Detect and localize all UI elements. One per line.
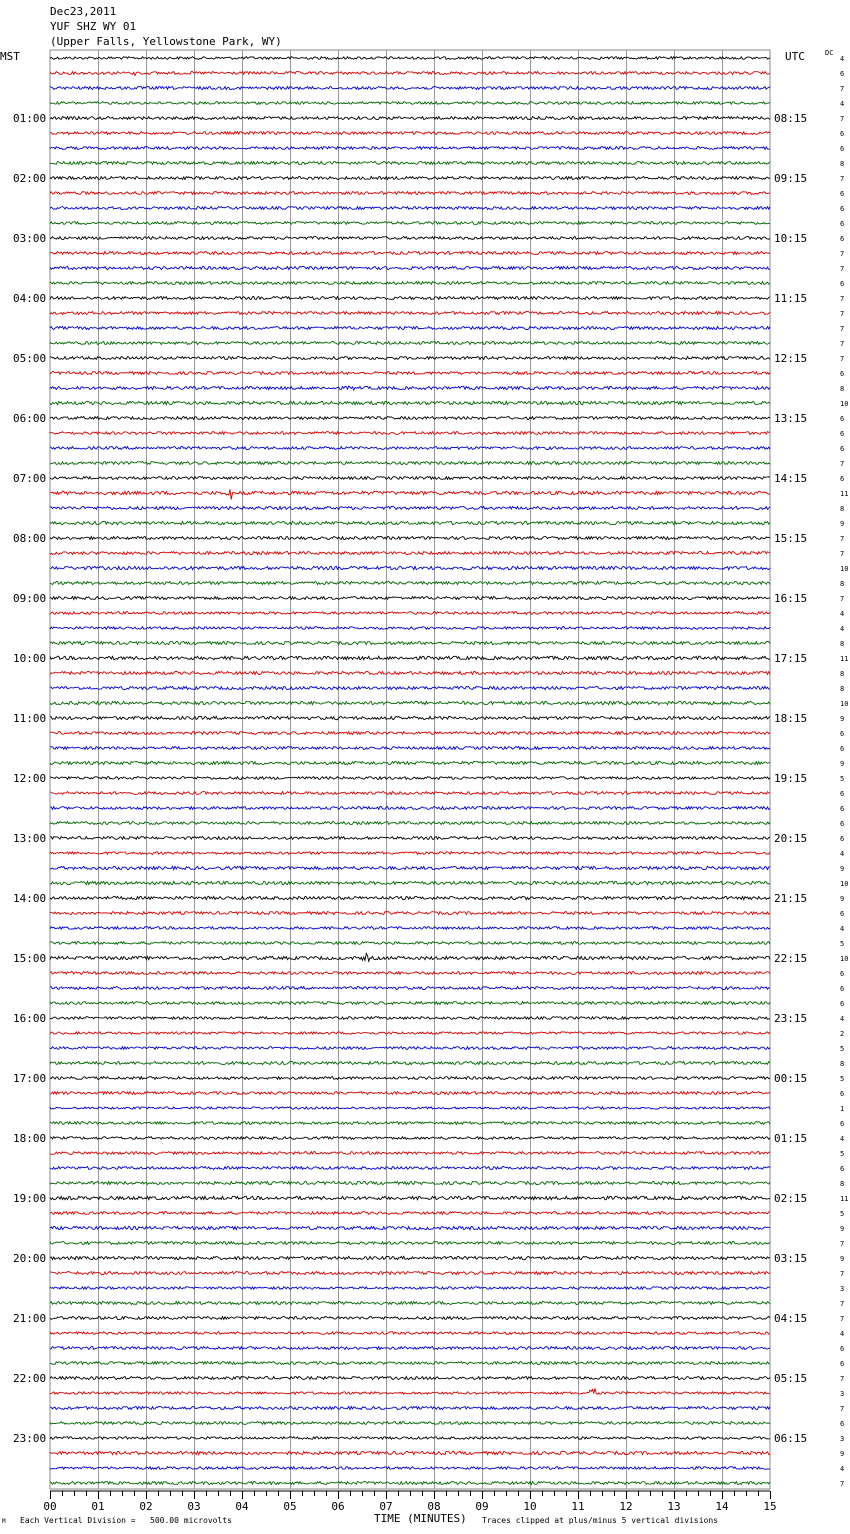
left-hour-label: 13:00 (13, 832, 47, 845)
dc-offset-label: 7 (840, 1480, 845, 1488)
dc-offset-label: 9 (840, 520, 845, 528)
dc-offset-label: 6 (840, 1090, 845, 1098)
dc-offset-label: 5 (840, 1150, 845, 1158)
trace-0 (50, 57, 770, 60)
trace-42 (50, 686, 770, 689)
right-hour-label: 18:15 (774, 712, 808, 725)
dc-offset-label: 6 (840, 235, 845, 243)
x-axis-title: TIME (MINUTES) (374, 1512, 467, 1525)
dc-offset-label: 5 (840, 1075, 845, 1083)
dc-offset-label: 4 (840, 850, 845, 858)
trace-87 (50, 1362, 770, 1365)
right-hour-label: 14:15 (774, 472, 808, 485)
left-hour-label: 23:00 (13, 1432, 47, 1445)
left-hour-label: 03:00 (13, 232, 47, 245)
trace-79 (50, 1242, 770, 1245)
dc-offset-label: 6 (840, 280, 845, 288)
right-hour-label: 16:15 (774, 592, 808, 605)
trace-57 (50, 912, 770, 915)
right-hour-label: 20:15 (774, 832, 808, 845)
header-station: YUF SHZ WY 01 (50, 20, 137, 33)
dc-offset-label: 7 (840, 1240, 845, 1248)
right-hour-label: 06:15 (774, 1432, 808, 1445)
dc-offset-label: 7 (840, 175, 845, 183)
trace-92 (50, 1437, 770, 1440)
trace-38 (50, 627, 770, 630)
dc-offset-label: 3 (840, 1435, 845, 1443)
dc-offset-label: 6 (840, 805, 845, 813)
dc-offset-label: 5 (840, 1210, 845, 1218)
trace-52 (50, 837, 770, 840)
trace-88 (50, 1376, 770, 1379)
dc-offset-label: 9 (840, 1225, 845, 1233)
x-tick-label: 11 (571, 1500, 585, 1513)
right-hour-label: 12:15 (774, 352, 808, 365)
trace-4 (50, 116, 770, 119)
dc-offset-label: 11 (840, 1195, 849, 1203)
trace-7 (50, 161, 770, 164)
dc-offset-label: 6 (840, 985, 845, 993)
trace-46 (50, 747, 770, 750)
dc-offset-label: 7 (840, 340, 845, 348)
trace-14 (50, 266, 770, 269)
dc-offset-label: 10 (840, 400, 849, 408)
dc-offset-label: 9 (840, 715, 845, 723)
trace-89 (50, 1389, 770, 1395)
dc-offset-label: 9 (840, 760, 845, 768)
left-hour-label: 12:00 (13, 772, 47, 785)
right-hour-label: 03:15 (774, 1252, 808, 1265)
dc-offset-label: 6 (840, 1420, 845, 1428)
trace-17 (50, 311, 770, 314)
trace-86 (50, 1347, 770, 1350)
trace-63 (50, 1002, 770, 1005)
left-hour-label: 06:00 (13, 412, 47, 425)
left-hour-label: 08:00 (13, 532, 47, 545)
dc-offset-label: 8 (840, 1060, 845, 1068)
dc-offset-label: 4 (840, 1015, 845, 1023)
x-tick-label: 06 (331, 1500, 345, 1513)
trace-68 (50, 1077, 770, 1080)
trace-26 (50, 447, 770, 450)
dc-offset-label: 4 (840, 100, 845, 108)
trace-1 (50, 72, 770, 76)
dc-offset-label: 6 (840, 415, 845, 423)
trace-13 (50, 251, 770, 254)
dc-offset-label: 6 (840, 1345, 845, 1353)
dc-offset-label: 6 (840, 910, 845, 918)
trace-25 (50, 432, 770, 435)
dc-offset-label: 7 (840, 310, 845, 318)
dc-offset-label: 8 (840, 685, 845, 693)
x-tick-label: 01 (91, 1500, 105, 1513)
dc-offset-label: 6 (840, 205, 845, 213)
trace-6 (50, 147, 770, 150)
trace-65 (50, 1032, 770, 1034)
x-tick-label: 15 (763, 1500, 777, 1513)
dc-offset-label: 7 (840, 250, 845, 258)
dc-offset-label: 8 (840, 670, 845, 678)
trace-37 (50, 612, 770, 615)
dc-offset-label: 7 (840, 1315, 845, 1323)
right-hour-label: 22:15 (774, 952, 808, 965)
dc-offset-label: 7 (840, 325, 845, 333)
dc-offset-label: 7 (840, 1270, 845, 1278)
trace-84 (50, 1316, 770, 1319)
dc-offset-label: 1 (840, 1105, 845, 1113)
trace-50 (50, 807, 770, 810)
right-hour-label: 11:15 (774, 292, 808, 305)
left-hour-label: 01:00 (13, 112, 47, 125)
dc-offset-label: 7 (840, 1375, 845, 1383)
trace-30 (50, 506, 770, 509)
trace-82 (50, 1287, 770, 1290)
trace-90 (50, 1406, 770, 1409)
left-timezone-label: MST (0, 50, 20, 63)
trace-74 (50, 1167, 770, 1170)
trace-64 (50, 1017, 770, 1020)
header-location: (Upper Falls, Yellowstone Park, WY) (50, 35, 282, 48)
trace-60 (50, 953, 770, 961)
dc-offset-label: 7 (840, 460, 845, 468)
dc-offset-label: 4 (840, 925, 845, 933)
right-hour-label: 10:15 (774, 232, 808, 245)
dc-offset-label: 8 (840, 1180, 845, 1188)
left-hour-label: 14:00 (13, 892, 47, 905)
trace-95 (50, 1481, 770, 1484)
dc-offset-label: 4 (840, 1465, 845, 1473)
right-hour-label: 09:15 (774, 172, 808, 185)
left-hour-label: 16:00 (13, 1012, 47, 1025)
dc-offset-label: 8 (840, 505, 845, 513)
trace-54 (50, 866, 770, 869)
dc-offset-label: 9 (840, 1255, 845, 1263)
dc-offset-label: 4 (840, 55, 845, 63)
dc-offset-label: 8 (840, 580, 845, 588)
x-tick-label: 07 (379, 1500, 393, 1513)
trace-41 (50, 671, 770, 674)
trace-45 (50, 732, 770, 735)
dc-offset-label: 7 (840, 595, 845, 603)
left-hour-label: 15:00 (13, 952, 47, 965)
dc-offset-label: 11 (840, 490, 849, 498)
dc-offset-label: 9 (840, 1450, 845, 1458)
dc-offset-label: 6 (840, 430, 845, 438)
dc-offset-label: 6 (840, 70, 845, 78)
trace-93 (50, 1451, 770, 1454)
trace-43 (50, 701, 770, 704)
trace-21 (50, 372, 770, 375)
trace-24 (50, 417, 770, 420)
dc-offset-label: 6 (840, 820, 845, 828)
dc-offset-label: 10 (840, 700, 849, 708)
trace-15 (50, 282, 770, 285)
right-hour-label: 01:15 (774, 1132, 808, 1145)
left-hour-label: 05:00 (13, 352, 47, 365)
right-hour-label: 23:15 (774, 1012, 808, 1025)
dc-offset-label: 9 (840, 895, 845, 903)
trace-80 (50, 1256, 770, 1259)
trace-72 (50, 1137, 770, 1140)
trace-18 (50, 326, 770, 329)
right-hour-label: 21:15 (774, 892, 808, 905)
trace-22 (50, 386, 770, 390)
left-hour-label: 10:00 (13, 652, 47, 665)
trace-85 (50, 1332, 770, 1335)
trace-66 (50, 1047, 770, 1050)
dc-offset-label: 10 (840, 880, 849, 888)
left-hour-label: 21:00 (13, 1312, 47, 1325)
trace-73 (50, 1152, 770, 1155)
right-timezone-label: UTC (785, 50, 805, 63)
dc-offset-label: 4 (840, 1330, 845, 1338)
trace-3 (50, 102, 770, 105)
dc-offset-label: 4 (840, 625, 845, 633)
left-hour-label: 17:00 (13, 1072, 47, 1085)
trace-12 (50, 237, 770, 240)
trace-40 (50, 656, 770, 660)
left-hour-label: 19:00 (13, 1192, 47, 1205)
trace-53 (50, 852, 770, 855)
trace-9 (50, 192, 770, 195)
left-hour-label: 20:00 (13, 1252, 47, 1265)
trace-11 (50, 222, 770, 225)
right-hour-label: 05:15 (774, 1372, 808, 1385)
x-tick-label: 04 (235, 1500, 249, 1513)
clip-note: Traces clipped at plus/minus 5 vertical divisions (482, 1516, 719, 1525)
right-hour-label: 19:15 (774, 772, 808, 785)
left-hour-label: 04:00 (13, 292, 47, 305)
trace-62 (50, 987, 770, 990)
trace-51 (50, 822, 770, 825)
trace-91 (50, 1422, 770, 1425)
dc-offset-label: 6 (840, 130, 845, 138)
dc-offset-label: 7 (840, 535, 845, 543)
x-tick-label: 00 (43, 1500, 57, 1513)
trace-16 (50, 296, 770, 299)
dc-offset-label: 6 (840, 1120, 845, 1128)
trace-69 (50, 1092, 770, 1095)
dc-offset-label: 3 (840, 1285, 845, 1293)
right-hour-label: 15:15 (774, 532, 808, 545)
trace-78 (50, 1226, 770, 1229)
x-tick-label: 14 (715, 1500, 729, 1513)
trace-2 (50, 86, 770, 89)
dc-offset-label: 7 (840, 85, 845, 93)
left-hour-label: 07:00 (13, 472, 47, 485)
trace-59 (50, 942, 770, 945)
trace-5 (50, 132, 770, 135)
trace-49 (50, 792, 770, 795)
dc-offset-label: 6 (840, 445, 845, 453)
x-tick-label: 12 (619, 1500, 633, 1513)
x-tick-label: 03 (187, 1500, 201, 1513)
trace-44 (50, 716, 770, 719)
dc-offset-label: 6 (840, 745, 845, 753)
dc-offset-label: 7 (840, 1405, 845, 1413)
dc-offset-label: 8 (840, 640, 845, 648)
dc-offset-label: 3 (840, 1390, 845, 1398)
right-hour-label: 00:15 (774, 1072, 808, 1085)
dc-offset-label: 7 (840, 295, 845, 303)
dc-offset-label: 6 (840, 220, 845, 228)
trace-31 (50, 521, 770, 524)
dc-offset-label: 5 (840, 1045, 845, 1053)
x-tick-label: 09 (475, 1500, 489, 1513)
dc-offset-label: 7 (840, 355, 845, 363)
trace-39 (50, 641, 770, 644)
dc-offset-label: 10 (840, 565, 849, 573)
dc-offset-label: 10 (840, 955, 849, 963)
x-tick-label: 10 (523, 1500, 537, 1513)
dc-offset-label: 8 (840, 385, 845, 393)
dc-offset-label: 6 (840, 835, 845, 843)
dc-offset-label: 7 (840, 265, 845, 273)
trace-61 (50, 972, 770, 975)
trace-83 (50, 1301, 770, 1304)
dc-offset-label: 2 (840, 1030, 845, 1038)
trace-77 (50, 1212, 770, 1215)
trace-32 (50, 536, 770, 539)
left-hour-label: 22:00 (13, 1372, 47, 1385)
scale-note: Each Vertical Division = 500.00 microvolts (20, 1516, 232, 1525)
trace-76 (50, 1196, 770, 1200)
dc-offset-label: 6 (840, 190, 845, 198)
trace-28 (50, 477, 770, 480)
trace-81 (50, 1271, 770, 1274)
right-hour-label: 04:15 (774, 1312, 808, 1325)
dc-offset-label: 9 (840, 865, 845, 873)
dc-offset-label: 6 (840, 1360, 845, 1368)
trace-layer (50, 57, 770, 1485)
right-hour-label: 13:15 (774, 412, 808, 425)
x-tick-label: 02 (139, 1500, 153, 1513)
dc-offset-label: 6 (840, 730, 845, 738)
dc-offset-label: 11 (840, 655, 849, 663)
right-hour-label: 08:15 (774, 112, 808, 125)
dc-offset-label: 6 (840, 970, 845, 978)
dc-offset-label: 6 (840, 1000, 845, 1008)
trace-27 (50, 461, 770, 464)
dc-offset-label: 5 (840, 940, 845, 948)
left-hour-label: 11:00 (13, 712, 47, 725)
dc-offset-label: 6 (840, 370, 845, 378)
trace-35 (50, 581, 770, 584)
trace-67 (50, 1061, 770, 1064)
dc-offset-label: 4 (840, 1135, 845, 1143)
trace-48 (50, 777, 770, 780)
right-hour-label: 02:15 (774, 1192, 808, 1205)
dc-offset-label: 7 (840, 550, 845, 558)
trace-10 (50, 207, 770, 210)
trace-75 (50, 1181, 770, 1184)
corner-mark: M (2, 1518, 6, 1525)
trace-70 (50, 1107, 770, 1109)
dc-offset-label: 5 (840, 775, 845, 783)
dc-offset-label: 6 (840, 790, 845, 798)
trace-94 (50, 1467, 770, 1470)
x-axis (43, 1491, 776, 1513)
dc-offset-label: 7 (840, 1300, 845, 1308)
dc-label: DC (825, 49, 834, 57)
x-tick-label: 08 (427, 1500, 441, 1513)
dc-offset-label: 7 (840, 115, 845, 123)
dc-offset-label: 6 (840, 1165, 845, 1173)
x-tick-label: 13 (667, 1500, 681, 1513)
trace-47 (50, 761, 770, 764)
dc-offset-label: 8 (840, 160, 845, 168)
dc-offset-label: 4 (840, 610, 845, 618)
trace-23 (50, 401, 770, 404)
x-tick-label: 05 (283, 1500, 297, 1513)
left-hour-label: 09:00 (13, 592, 47, 605)
trace-55 (50, 881, 770, 884)
dc-offset-label: 6 (840, 475, 845, 483)
trace-20 (50, 356, 770, 359)
dc-offset-label: 6 (840, 145, 845, 153)
trace-71 (50, 1122, 770, 1125)
left-hour-label: 02:00 (13, 172, 47, 185)
trace-33 (50, 551, 770, 554)
trace-58 (50, 927, 770, 930)
trace-8 (50, 176, 770, 179)
trace-29 (50, 489, 770, 499)
header-date: Dec23,2011 (50, 5, 117, 18)
trace-19 (50, 341, 770, 344)
trace-36 (50, 596, 770, 599)
right-hour-label: 17:15 (774, 652, 808, 665)
trace-34 (50, 566, 770, 569)
left-hour-label: 18:00 (13, 1132, 47, 1145)
trace-56 (50, 896, 770, 899)
